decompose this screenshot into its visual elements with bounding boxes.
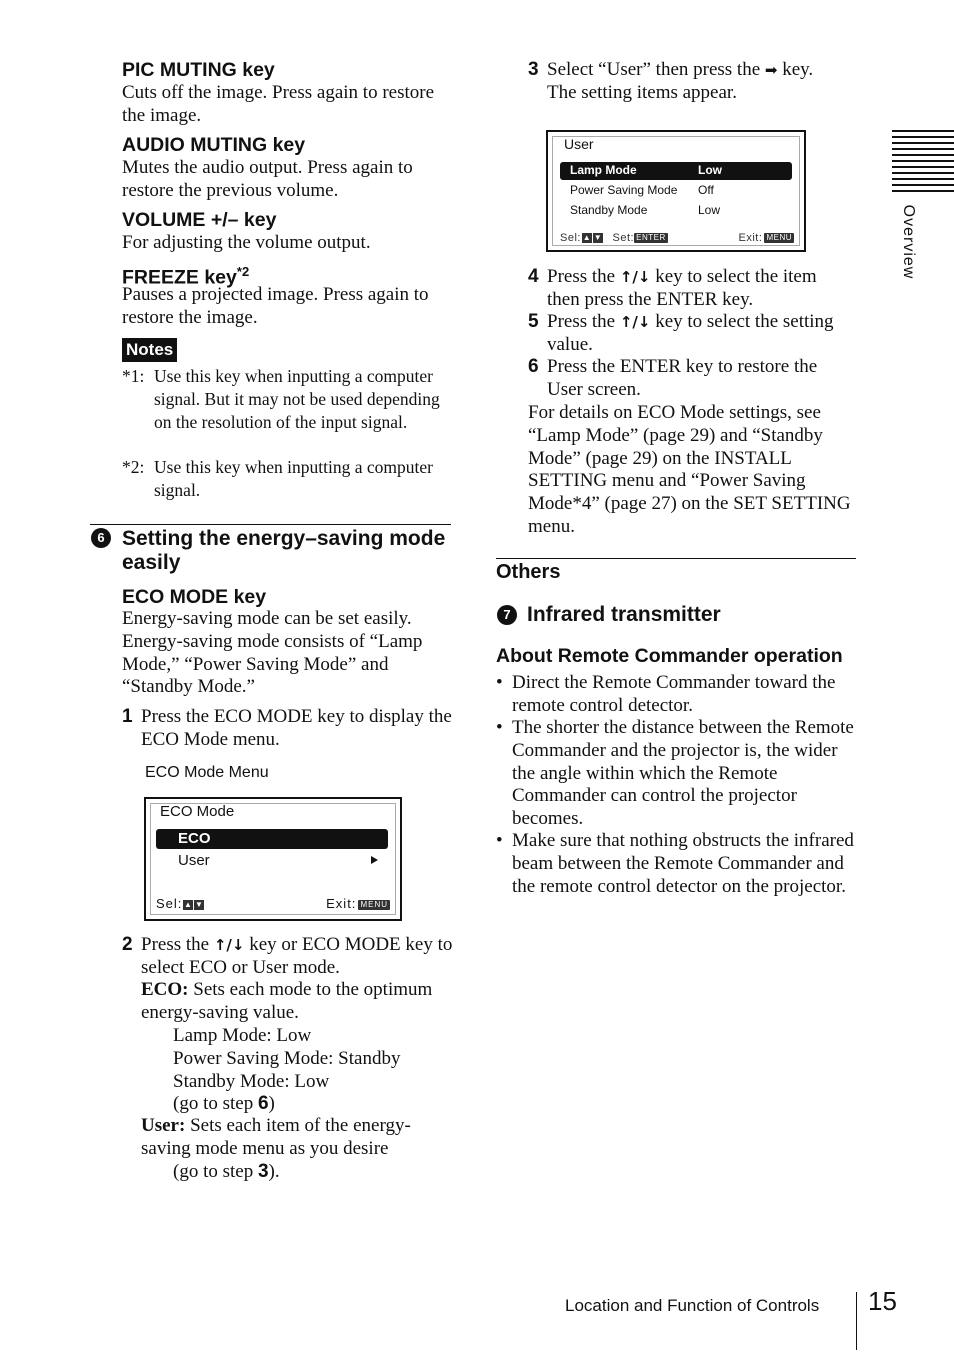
audio-muting-heading: AUDIO MUTING key [122,134,306,156]
about-remote-heading: About Remote Commander operation [496,645,843,667]
eco-details-paragraph: For details on ECO Mode settings, see “Lamp Mode” (page 29) and “Standby Mode” (page 29) on the INSTALL SETTING menu and “Power Saving Mode*4” (page 27) on the SET SETTING menu. [528,402,851,537]
eco-menu-title: ECO Mode [160,803,235,820]
eco-goto-text: (go to step [173,1093,254,1115]
note-2-label: *2: [122,457,145,477]
eco-mode-key-heading: ECO MODE key [122,586,267,608]
up-arrow-icon: ▲ [582,233,592,243]
eco-goto-step: 6 [257,1093,269,1115]
step3-text [547,59,857,105]
eco-menu-exit-label: Exit: [326,896,357,911]
step1-text: Press the ECO MODE key to display the ECO Mode menu. [141,706,452,750]
user-menu-row-power-value: Off [698,183,714,197]
section6-number: 6 [91,528,111,548]
step2-text-a: Press the [141,934,210,955]
eco-option-label: ECO: [141,979,189,1000]
step5-line2: value. [547,333,593,355]
bullet-dot: • [496,717,503,738]
step2-text [141,934,453,980]
others-heading: Others [496,561,561,583]
footer-divider [856,1292,857,1350]
section7-title: Infrared transmitter [527,603,721,626]
user-menu-row-lamp-value: Low [698,163,722,177]
remote-bullet-2-text: The shorter the distance between the Remote Commander and the projector is, the wider the angle within which the Remote Commander can control the projector becomes. [512,717,854,830]
remote-bullet-3 [496,830,860,922]
up-down-arrow-icon: ↑/↓ [213,936,245,954]
down-arrow-icon: ▼ [194,899,204,909]
freeze-text: Pauses a projected image. Press again to restore the image. [122,284,429,328]
user-menu-row-standby[interactable] [560,202,792,220]
step4-text-b: key to select the item [655,266,817,287]
eco-mode-menu [144,797,402,921]
section7-number: 7 [497,605,517,625]
note-1 [122,365,452,457]
up-down-arrow-icon: ↑/↓ [619,313,651,331]
freeze-footnote-mark: *2 [236,264,250,279]
user-menu-row-lamp[interactable] [560,162,792,180]
step1-number: 1 [122,706,133,727]
audio-muting-text: Mutes the audio output. Press again to restore the previous volume. [122,157,413,201]
eco-menu-item-eco-label: ECO [178,830,211,847]
step3-line2: The setting items appear. [547,81,737,103]
user-menu-row-standby-value: Low [698,203,721,217]
page-number: 15 [868,1286,897,1316]
step6-number: 6 [528,356,539,377]
remote-bullet-2 [496,717,860,831]
bullet-dot: • [496,672,503,693]
down-arrow-icon: ▼ [593,233,603,243]
right-arrow-icon: ➡ [764,61,778,79]
eco-option-text: Sets each mode to the optimum energy-saving value. [141,979,433,1023]
user-menu-hints-left [560,232,668,244]
user-menu-row-power-name: Power Saving Mode [570,183,678,197]
remote-bullet-3-text: Make sure that nothing obstructs the infrared beam between the Remote Commander and the remote control detector on the projector. [512,830,854,897]
pic-muting-heading: PIC MUTING key [122,59,275,81]
user-menu [546,130,806,252]
eco-menu-sel-hint [156,896,204,911]
step4-number: 4 [528,266,539,287]
eco-menu-item-user-label: User [178,852,210,869]
up-arrow-icon: ▲ [183,899,193,909]
step2-text-b: key or ECO MODE key to select ECO or User mode. [141,934,453,978]
eco-menu-caption: ECO Mode Menu [145,764,269,781]
user-menu-row-standby-name: Standby Mode [570,203,648,217]
note-2 [122,456,452,502]
step4-text [547,266,857,312]
step4-text-a: Press the [547,266,616,287]
others-rule [496,558,856,559]
step3-text-a: Select “User” then press the [547,59,761,80]
eco-value-power: Power Saving Mode: Standby [173,1047,401,1069]
user-menu-title: User [564,136,594,152]
note-1-text: Use this key when inputting a computer signal. But it may not be used depending on the resolution of the input signal. [154,366,440,432]
step5-text-b: key to select the setting [655,311,834,332]
eco-menu-item-user[interactable] [156,851,388,871]
user-menu-row-power[interactable] [560,182,792,200]
user-menu-hints-right [739,232,794,244]
section6-title: Setting the energy–saving mode easily [122,527,446,574]
menu-key-icon: MENU [360,899,388,909]
notes-badge: Notes [122,338,177,362]
user-option-text: Sets each item of the energy-saving mode menu as you desire [141,1115,411,1159]
user-goto-step: 3 [257,1161,269,1182]
eco-option-values [173,1025,453,1116]
remote-bullet-1-text: Direct the Remote Commander toward the remote control detector. [512,672,836,716]
eco-mode-key-text: Energy-saving mode can be set easily. Energy-saving mode consists of “Lamp Mode,” “Power Saving Mode” and “Standby Mode.” [122,608,423,698]
menu-key-icon: MENU [766,233,792,243]
step2-number: 2 [122,934,133,955]
step3-text-b: key. [782,59,814,80]
eco-value-lamp: Lamp Mode: Low [173,1025,312,1046]
side-tab-label: Overview [900,204,917,280]
submenu-arrow-icon [371,856,378,864]
user-option [141,1115,453,1161]
eco-menu-item-eco[interactable] [156,829,388,849]
up-down-arrow-icon: ↑/↓ [619,268,651,286]
step4-line2: then press the ENTER key. [547,288,754,310]
step6-text: Press the ENTER key to restore the User screen. [547,356,818,400]
user-menu-set-label: Set: [612,232,635,244]
eco-option [141,979,453,1025]
step3-number: 3 [528,59,539,80]
user-goto-text: (go to step [173,1161,254,1182]
volume-heading: VOLUME +/– key [122,209,277,231]
user-option-label: User: [141,1115,186,1136]
remote-bullet-1 [496,672,860,718]
eco-goto: (go to step 6) [173,1093,275,1115]
freeze-title: FREEZE key [122,266,237,289]
note-1-label: *1: [122,366,145,386]
eco-menu-sel-label: Sel: [156,896,183,911]
enter-key-icon: ENTER [636,233,666,243]
user-goto: (go to step 3). [173,1161,280,1182]
footer-section-title: Location and Function of Controls [565,1296,820,1315]
eco-menu-exit-hint [326,896,390,911]
note-2-text: Use this key when inputting a computer signal. [154,457,433,500]
section6-rule [90,524,451,525]
pic-muting-text: Cuts off the image. Press again to restore the image. [122,82,435,126]
eco-value-standby: Standby Mode: Low [173,1070,330,1092]
step5-text [547,311,857,357]
user-menu-row-lamp-name: Lamp Mode [570,163,637,177]
user-menu-sel-label: Sel: [560,232,581,244]
volume-text: For adjusting the volume output. [122,232,371,253]
bullet-dot: • [496,830,503,851]
step5-text-a: Press the [547,311,616,332]
step5-number: 5 [528,311,539,332]
user-menu-exit-label: Exit: [738,232,763,244]
